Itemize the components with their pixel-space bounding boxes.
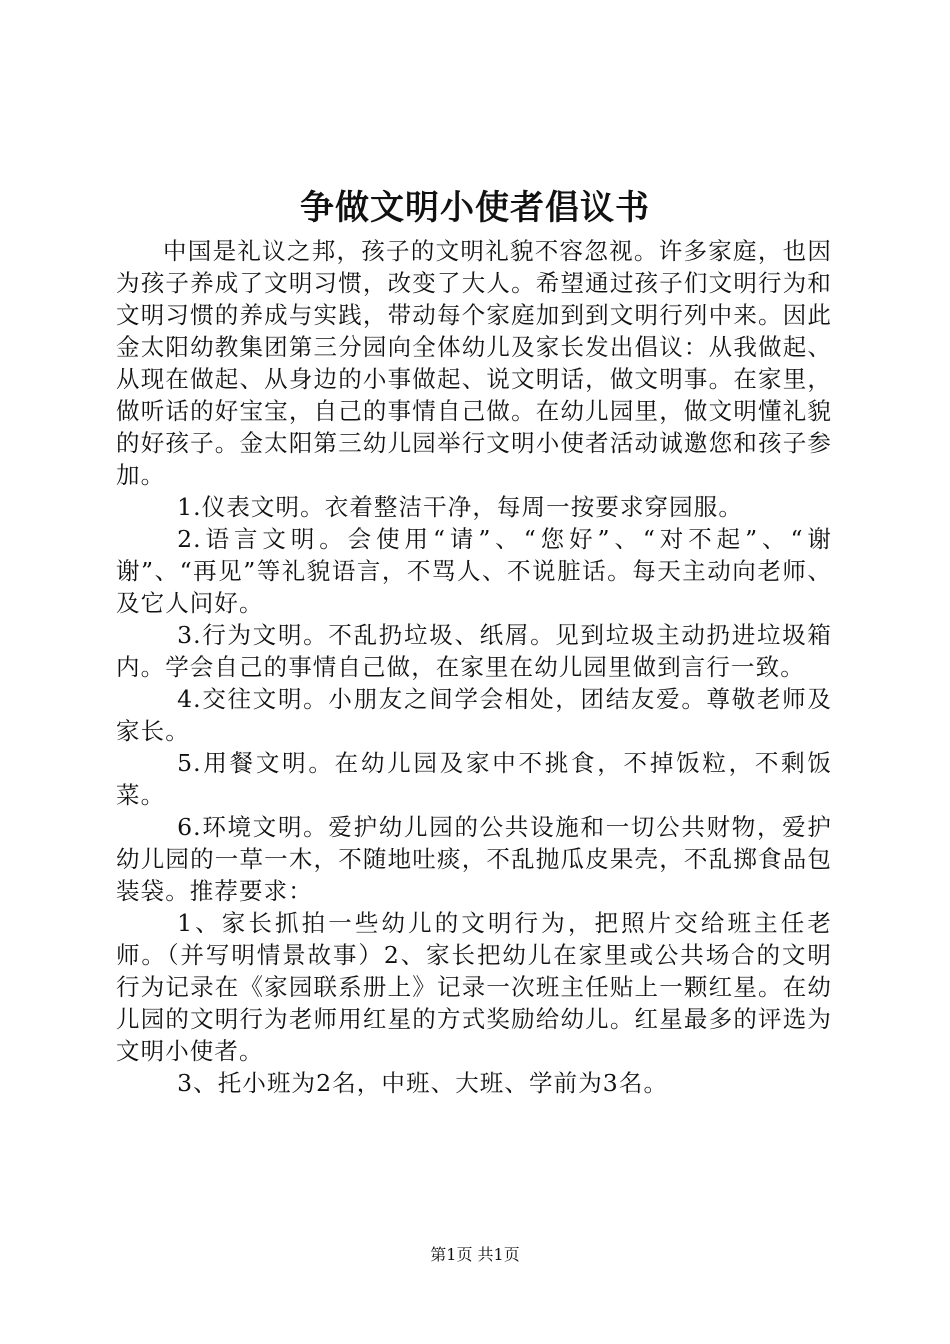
- requirement-paragraph: 1、家长抓拍一些幼儿的文明行为，把照片交给班主任老师。（并写明情景故事）2、家长把幼儿在家里或公共场合的文明行为记录在《家园联系册上》记录一次班主任贴上一颗红星。在幼儿园的文明行为老师用红星的方式奖励给幼儿。红星最多的评选为文明小使者。: [116, 909, 832, 1065]
- item-dining: 5.用餐文明。在幼儿园及家中不挑食，不掉饭粒，不剩饭菜。: [116, 749, 832, 809]
- page-footer: 第1页 共1页: [430, 1245, 520, 1264]
- item-environment: 6.环境文明。爱护幼儿园的公共设施和一切公共财物，爱护幼儿园的一草一木，不随地吐痰，不乱抛瓜皮果壳，不乱掷食品包装袋。推荐要求：: [116, 813, 832, 905]
- document-body: [116, 235, 832, 1099]
- intro-paragraph: 中国是礼议之邦，孩子的文明礼貌不容忽视。许多家庭，也因为孩子养成了文明习惯，改变了大人。希望通过孩子们文明行为和文明习惯的养成与实践，带动每个家庭加到到文明行列中来。因此金太阳幼教集团第三分园向全体幼儿及家长发出倡议：从我做起、从现在做起、从身边的小事做起、说文明话，做文明事。在家里，做听话的好宝宝，自己的事情自己做。在幼儿园里，做文明懂礼貌的好孩子。金太阳第三幼儿园举行文明小使者活动诚邀您和孩子参加。: [116, 237, 832, 489]
- document-title: 争做文明小使者倡议书: [300, 188, 650, 228]
- item-appearance: 1.仪表文明。衣着整洁干净，每周一按要求穿园服。: [177, 493, 743, 521]
- quota-paragraph: 3、托小班为2名，中班、大班、学前为3名。: [177, 1069, 669, 1097]
- item-behavior: 3.行为文明。不乱扔垃圾、纸屑。见到垃圾主动扔进垃圾箱内。学会自己的事情自己做，在家里在幼儿园里做到言行一致。: [116, 621, 832, 681]
- item-language: 2.语言文明。会使用“请”、“您好”、“对不起”、“谢谢”、“再见”等礼貌语言，不骂人、不说脏话。每天主动向老师、及它人问好。: [116, 525, 832, 617]
- item-interaction: 4.交往文明。小朋友之间学会相处，团结友爱。尊敬老师及家长。: [116, 685, 832, 745]
